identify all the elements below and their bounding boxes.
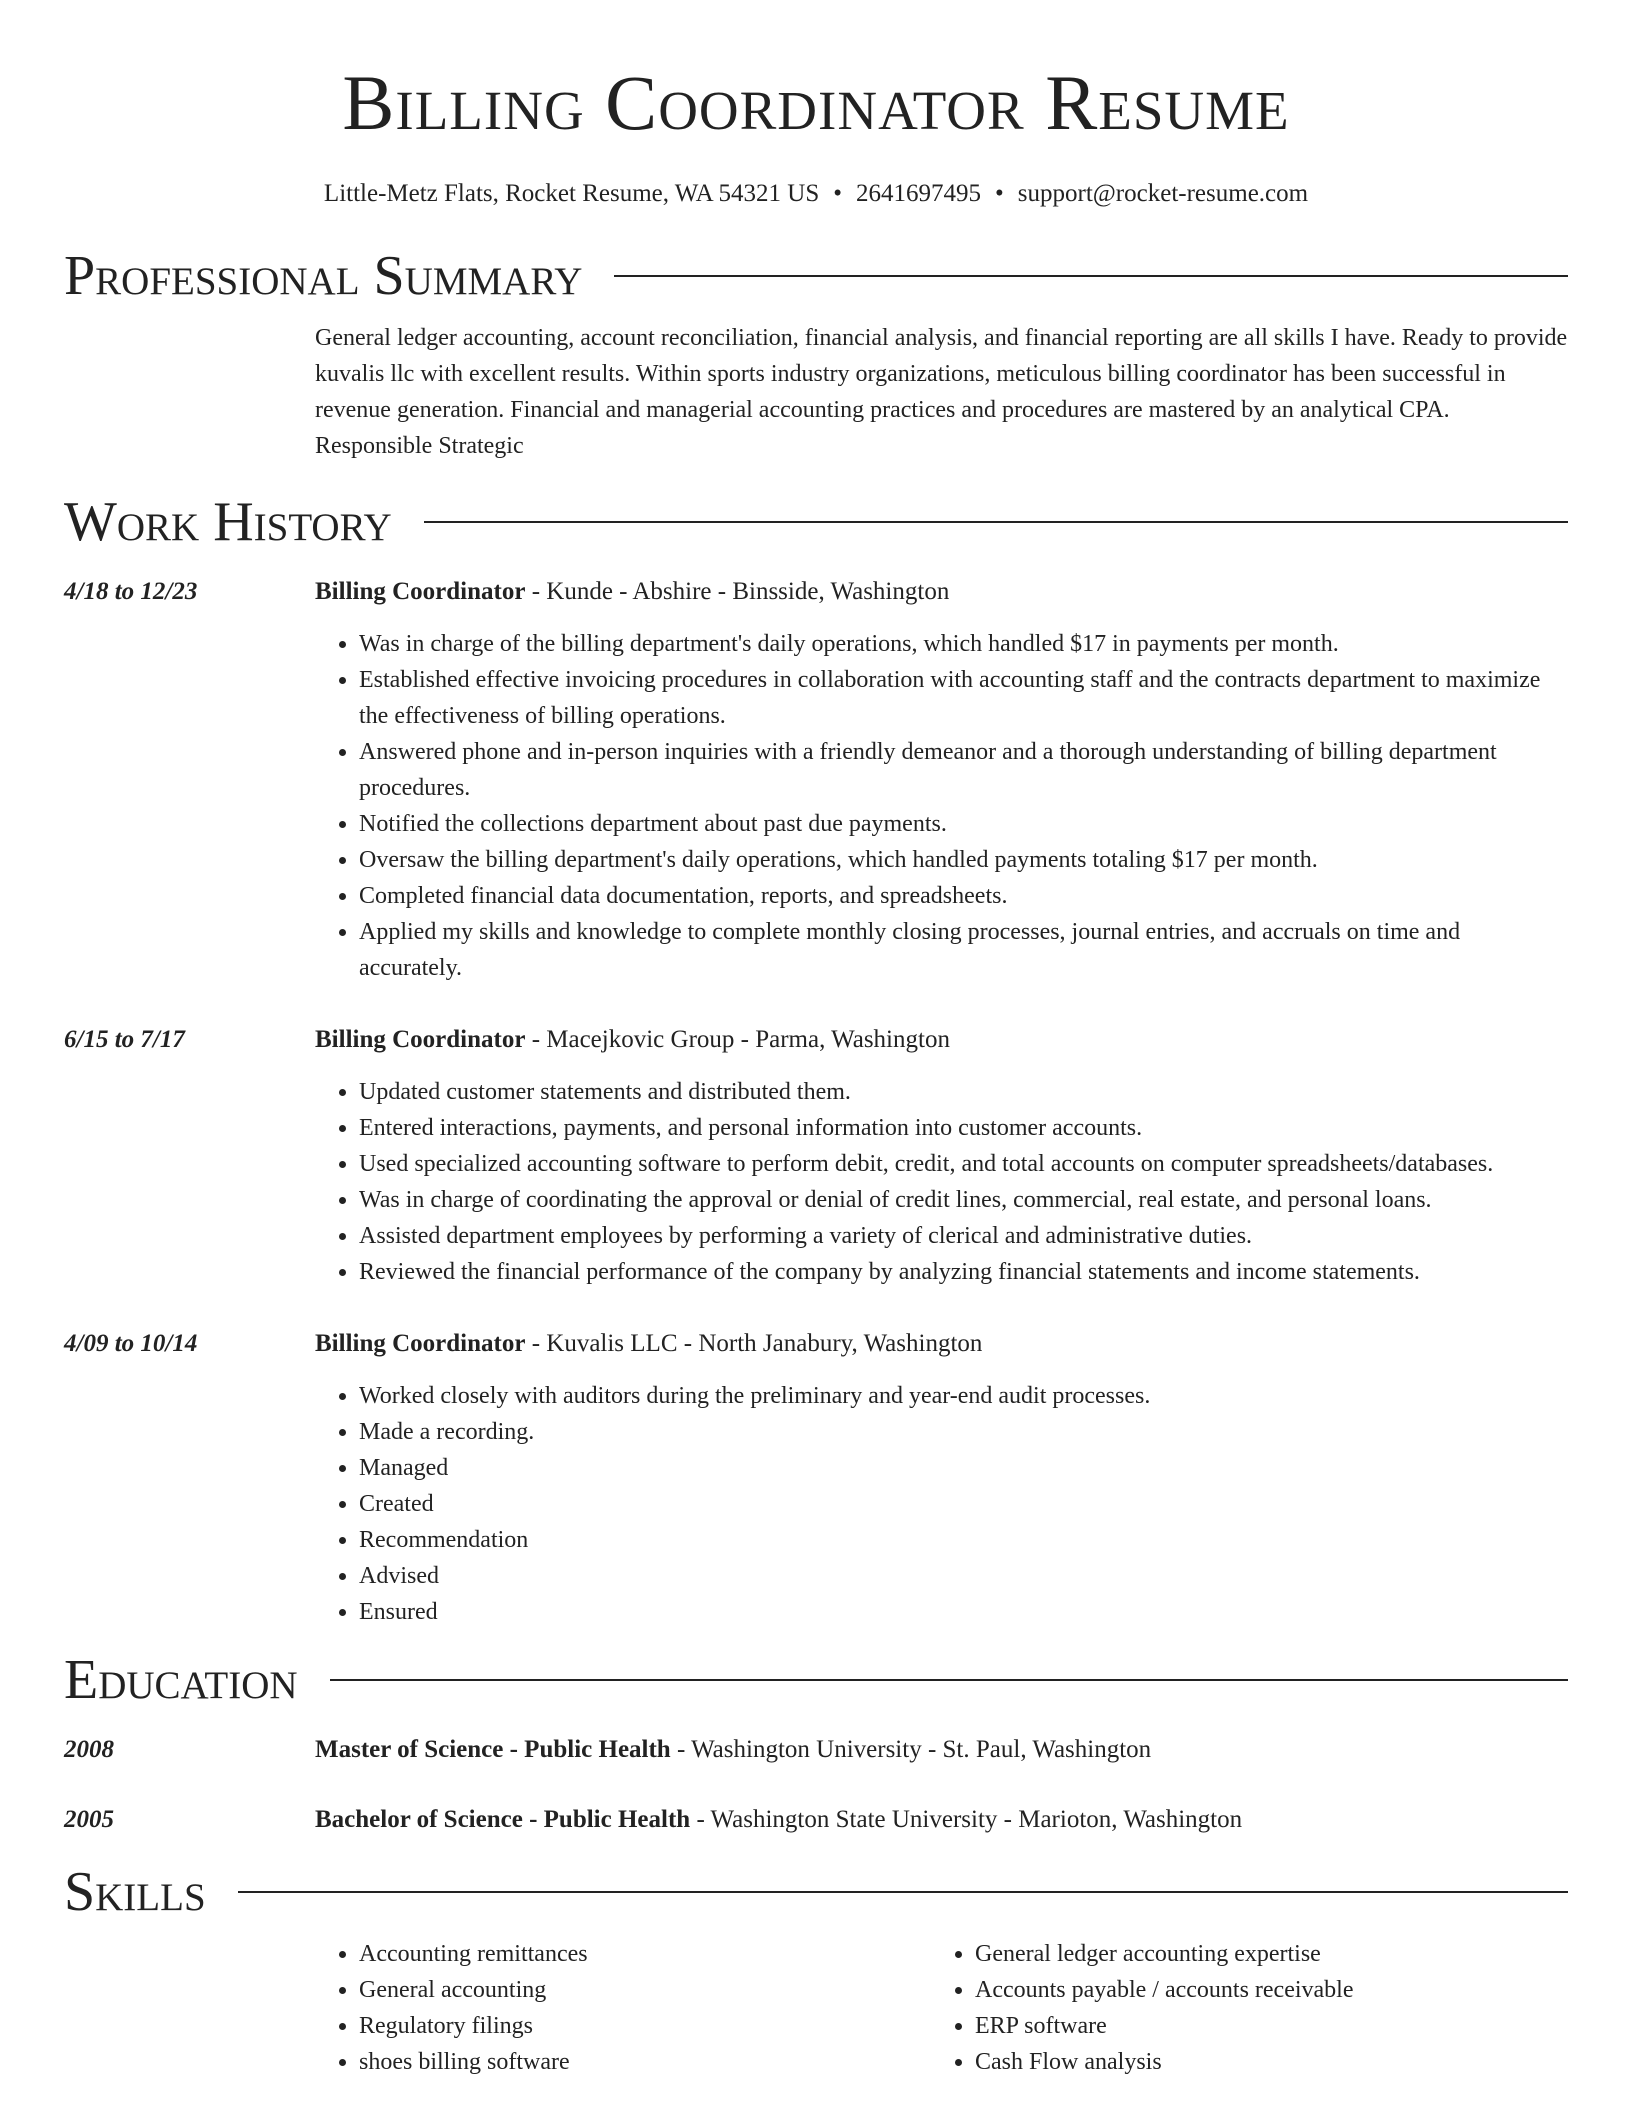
list-item: • Advised: [359, 1558, 1568, 1594]
list-item: • Made a recording.: [359, 1414, 1568, 1450]
skills-list-left: [315, 1936, 931, 2080]
list-item: • Established effective invoicing procedures in collaboration with accounting staff and the contracts department to maximize the effectiveness of billing operations.: [359, 662, 1568, 734]
list-item: • General ledger accounting expertise: [975, 1936, 1547, 1972]
summary-text: General ledger accounting, account reconciliation, financial analysis, and financial reporting are all skills I have. Ready to provide kuvalis llc with excellent results. Within sports industry organizations, meticulous billing coordinator has been successful in revenue generation. Financial and managerial accounting practices and procedures are mastered by an analytical CPA. Responsible Strategic: [315, 325, 1568, 459]
section-label: Work History: [64, 491, 392, 553]
list-item: • Was in charge of the billing department's daily operations, which handled $17 in payments per month.: [359, 626, 1568, 662]
job-heading: [315, 1022, 1568, 1058]
list-item: • Managed: [359, 1450, 1568, 1486]
list-item: • Created: [359, 1486, 1568, 1522]
job-title: Billing Coordinator: [315, 1026, 526, 1053]
list-item: • General accounting: [359, 1972, 931, 2008]
list-item: • Reviewed the financial performance of the company by analyzing financial statements and income statements.: [359, 1254, 1568, 1290]
job-title: Billing Coordinator: [315, 578, 526, 605]
contact-address: Little-Metz Flats, Rocket Resume, WA 54321 US: [323, 180, 820, 207]
section-heading-work-history: [64, 492, 1568, 552]
list-item: • Used specialized accounting software to perform debit, credit, and total accounts on computer spreadsheets/databases.: [359, 1146, 1568, 1182]
contact-phone: 2641697495: [856, 180, 982, 207]
list-item: • ERP software: [975, 2008, 1547, 2044]
list-item: • Worked closely with auditors during the preliminary and year-end audit processes.: [359, 1378, 1568, 1414]
job-entry: [64, 1022, 1568, 1290]
contact-separator: •: [995, 180, 1004, 207]
list-item: • Completed financial data documentation, reports, and spreadsheets.: [359, 878, 1568, 914]
list-item: • Assisted department employees by performing a variety of clerical and administrative duties.: [359, 1218, 1568, 1254]
job-employer: - Kuvalis LLC - North Janabury, Washington: [525, 1330, 983, 1357]
list-item: • Oversaw the billing department's daily operations, which handled payments totaling $17 per month.: [359, 842, 1568, 878]
section-heading-skills: [64, 1862, 1568, 1922]
job-entry: [64, 574, 1568, 986]
resume-page: [64, 0, 1568, 2080]
education-degree: Bachelor of Science - Public Health: [315, 1806, 691, 1833]
list-item: • Applied my skills and knowledge to complete monthly closing processes, journal entries, and accruals on time and accurately.: [359, 914, 1568, 986]
job-bullets: [315, 1074, 1568, 1290]
education-school: - Washington State University - Marioton, Washington: [690, 1806, 1243, 1833]
job-bullets: [315, 626, 1568, 986]
job-dates: 4/09 to 10/14: [64, 1330, 198, 1357]
education-entry: [64, 1732, 1568, 1768]
resume-title: Billing Coordinator Resume: [342, 59, 1290, 146]
section-rule: [330, 1679, 1568, 1681]
education-degree: Master of Science - Public Health: [315, 1736, 671, 1763]
list-item: • Updated customer statements and distributed them.: [359, 1074, 1568, 1110]
section-label: Education: [64, 1649, 298, 1711]
list-item: • Ensured: [359, 1594, 1568, 1630]
job-entry: [64, 1326, 1568, 1630]
skills-list-right: [931, 1936, 1547, 2080]
job-heading: [315, 1326, 1568, 1362]
contact-email: support@rocket-resume.com: [1017, 180, 1309, 207]
job-dates: 4/18 to 12/23: [64, 578, 198, 605]
job-bullets: [315, 1378, 1568, 1630]
job-dates: 6/15 to 7/17: [64, 1026, 185, 1053]
job-employer: - Macejkovic Group - Parma, Washington: [525, 1026, 950, 1053]
education-entry: [64, 1802, 1568, 1838]
job-heading: [315, 574, 1568, 610]
education-school: - Washington University - St. Paul, Washington: [670, 1736, 1152, 1763]
list-item: • Entered interactions, payments, and personal information into customer accounts.: [359, 1110, 1568, 1146]
contact-separator: •: [833, 180, 843, 207]
contact-line: [64, 178, 1568, 210]
list-item: • shoes billing software: [359, 2044, 931, 2080]
list-item: • Was in charge of coordinating the approval or denial of credit lines, commercial, real estate, and personal loans.: [359, 1182, 1568, 1218]
job-title: Billing Coordinator: [315, 1330, 526, 1357]
summary-row: [64, 306, 1568, 464]
job-employer: - Kunde - Abshire - Binsside, Washington: [525, 578, 950, 605]
list-item: • Accounting remittances: [359, 1936, 931, 1972]
education-year: 2008: [64, 1736, 114, 1763]
education-year: 2005: [64, 1806, 114, 1833]
section-rule: [614, 275, 1568, 277]
section-heading-summary: [64, 246, 1568, 306]
section-rule: [424, 521, 1568, 523]
list-item: • Cash Flow analysis: [975, 2044, 1547, 2080]
list-item: • Notified the collections department about past due payments.: [359, 806, 1568, 842]
section-rule: [238, 1891, 1568, 1893]
list-item: • Recommendation: [359, 1522, 1568, 1558]
section-label: Professional Summary: [64, 245, 583, 307]
section-heading-education: [64, 1650, 1568, 1710]
list-item: • Answered phone and in-person inquiries with a friendly demeanor and a thorough understanding of billing department procedures.: [359, 734, 1568, 806]
skills-row: [64, 1922, 1568, 2080]
list-item: • Accounts payable / accounts receivable: [975, 1972, 1547, 2008]
section-label: Skills: [64, 1861, 206, 1923]
list-item: • Regulatory filings: [359, 2008, 931, 2044]
